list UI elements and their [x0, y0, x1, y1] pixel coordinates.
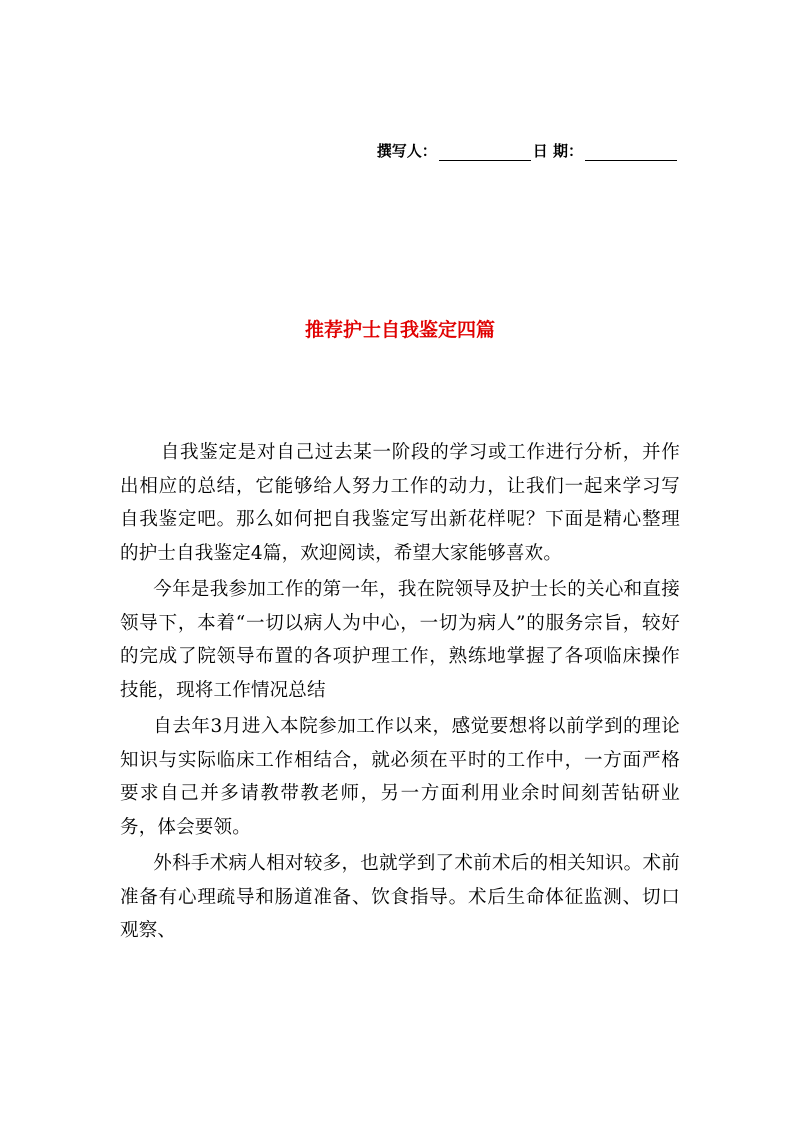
header-line	[377, 140, 679, 161]
document-title: 推荐护士自我鉴定四篇	[304, 319, 495, 341]
author-blank	[439, 146, 531, 161]
paragraph-surgery: 外科手术病人相对较多，也就学到了术前术后的相关知识。术前准备有心理疏导和肠道准备、饮食指导。术后生命体征监测、切口观察、	[120, 853, 680, 941]
paragraph-first-year: 今年是我参加工作的第一年，我在院领导及护士长的关心和直接领导下，本着“一切以病人为中心，一切为病人”的服务宗旨，较好的完成了院领导布置的各项护理工作，熟练地掌握了各项临床操作技能，现将工作情况总结	[120, 579, 680, 701]
date-blank	[585, 146, 677, 161]
date-label: 日 期：	[532, 142, 583, 160]
author-label: 撰写人：	[376, 142, 437, 160]
paragraph-intro: 自我鉴定是对自己过去某一阶段的学习或工作进行分析，并作出相应的总结，它能够给人努力工作的动力，让我们一起来学习写自我鉴定吧。那么如何把自我鉴定写出新花样呢？下面是精心整理的护士自我鉴定4篇，欢迎阅读，希望大家能够喜欢。	[120, 442, 680, 564]
document-body	[120, 436, 680, 951]
paragraph-since-march: 自去年3月进入本院参加工作以来，感觉要想将以前学到的理论知识与实际临床工作相结合，就必须在平时的工作中，一方面严格要求自己并多请教带教老师，另一方面利用业余时间刻苦钻研业务，体会要领。	[120, 716, 680, 838]
